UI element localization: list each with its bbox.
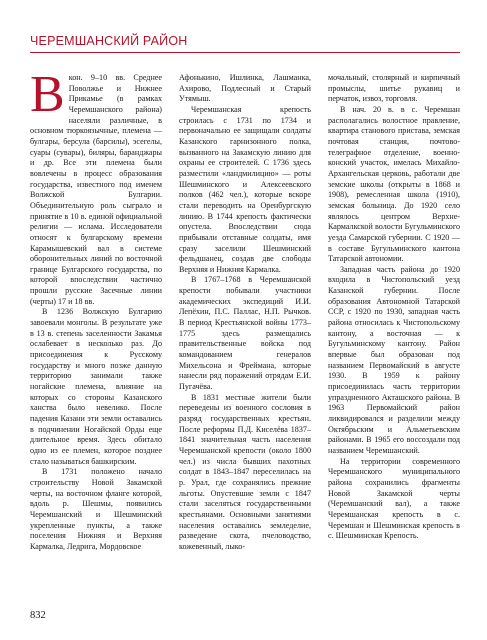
text-column-3 — [328, 73, 460, 542]
page-number: 832 — [30, 610, 46, 621]
paragraph: В нач. 20 в. в с. Черемшан располагались волостное правление, квартира станового пристава, земская почтовая станция, почтово-телеграфное отделение, военно-конский участок, имелась Михайло-Архангельская церковь, работали две земские школы (открыты в 1868 и 1908), ремесленная школа (1910), земская больница. До 1920 село являлось центром Верхне-Кармалкской волости Бугульминского уезда Самарской губернии. С 1920 — в составе Бугульминского кантона Татарской автономии. — [328, 104, 460, 264]
text-column-2 — [179, 73, 311, 553]
running-header — [30, 33, 460, 49]
paragraph: В 1767–1768 в Черемшанской крепости побывали участники академических экспедиций И.И. Лепёхин, П.С. Паллас, Н.П. Рычков. В период Крестьянской войны 1773–1775 здесь размещались правительственные войска под командованием генералов Михельсона и Фреймана, которые нанесли ряд поражений отрядам Е.И. Пугачёва. — [179, 275, 311, 392]
header-divider — [30, 52, 460, 53]
paragraph: мочальный, столярный и кирпичный промыслы, шитье рукавиц и перчаток, извоз, торговля. — [328, 73, 460, 104]
paragraph: Черемшанская крепость строилась с 1731 по 1734 и первоначально ее защищали солдаты Казанского гарнизонного полка, вызванного на Закамскую линию для охраны ее строителей. С 1736 здесь разместили «ландмилицию» — роты Шешминского и Алексеевского полков (462 чел.), которые вскоре стали переводить на Оренбургскую линию. В 1744 крепость фактически опустела. Впоследствии сюда прибывали отставные солдаты, имя сразу заселили Шешминский фельдшанец, создав две слободы Верхняя и Нижняя Кармалка. — [179, 104, 311, 274]
paragraph: Западная часть района до 1920 входила в Чистопольский уезд Казанской губернии. После образования Автономной Татарской ССР, с 1920 по 1930, западная часть района относилась к Чистопольскому кантону, а восточная — к Бугульминскому кантону. Район впервые был образован под названием Первомайский в августе 1930. В 1959 к району присоединилась часть территории упраздненного Акташского района. В 1963 Первомайский район ликвидировался и разделили между Октябрьским и Альметьевским районами. В 1965 его воссоздали под названием Черемшанский. — [328, 264, 460, 455]
paragraph: В 1731 положено начало строительству Новой Закамской черты, на восточном фланге которой, вдоль р. Шешмы, появились Черемшанский и Шешминский укрепленные пункты, а также поселения Нижняя и Верхняя Кармалка, Ледрига, Мордовское — [30, 467, 162, 551]
paragraph: В 1236 Волжскую Булгарию завоевали монголы. В результате уже в 13 в. степень заселенности Закамья ослабевает в несколько раз. До присоединения к Русскому государству и много позже данную территорию занимали также ногайские племена, влияние на которых со стороны Казанского ханства было невелико. После падения Казани эти земли оставались в подчинении Ногайской Орды еще длительное время. Здесь обитало одно из ее племен, которое позднее стало называться башкирским. — [30, 307, 162, 466]
paragraph: На территории современного Черемшанского муниципального района сохранились фрагменты Новой Закамской черты (Черемшанский вал), а также Черемшанская крепость в с. Черемшан и Шешминская крепость в с. Шешминская Крепость. — [328, 456, 460, 541]
text-column-1 — [30, 66, 162, 553]
article-body — [30, 66, 460, 551]
paragraph-text: кон. 9–10 вв. Среднее Поволжье и Нижнее Прикамье (в рамках Черемшанского района) населяли различные, в основном тюркоязычные, племена — булгары, берсула (барсилы), эсегелы, суары (сувары), биляры, баранджары и др. Все эти племена были вовлечены в процесс образования государства, известного под именем Волжской Булгарии. Объединительную роль сыграло и принятие в 10 в. единой официальной религии — ислама. Исследователи относят к булгарскому времени Карамышевский вал в системе оборонительных линий по восточной границе Булгарского государства, по которой впоследствии частично прошли русские Засечные линии (черты) 17 и 18 вв. — [30, 73, 162, 306]
paragraph: В 1831 местные жители были переведены из военного сословия в разряд государственных крестьян. После реформы П.Д. Киселёва 1837–1841 значительная часть населения Черемшанской крепости (около 1800 чел.) из числа бывших пахотных солдат в 1843–1847 переселилась на р. Урал, где сохранялись прежние льготы. Опустевшие земли с 1847 стали заселяться государственными крестьянами. Основными занятиями населения оставались земледелие, разведение скота, пчеловодство, кожевенный, лыко- — [179, 392, 311, 551]
drop-cap: В — [30, 66, 65, 123]
paragraph: Афонькино, Ишлинка, Лашманка, Ахирово, Подлесный и Старый Утямыш. — [179, 73, 311, 104]
paragraph — [30, 66, 162, 307]
section-title: ЧЕРЕМШАНСКИЙ РАЙОН — [30, 34, 188, 48]
